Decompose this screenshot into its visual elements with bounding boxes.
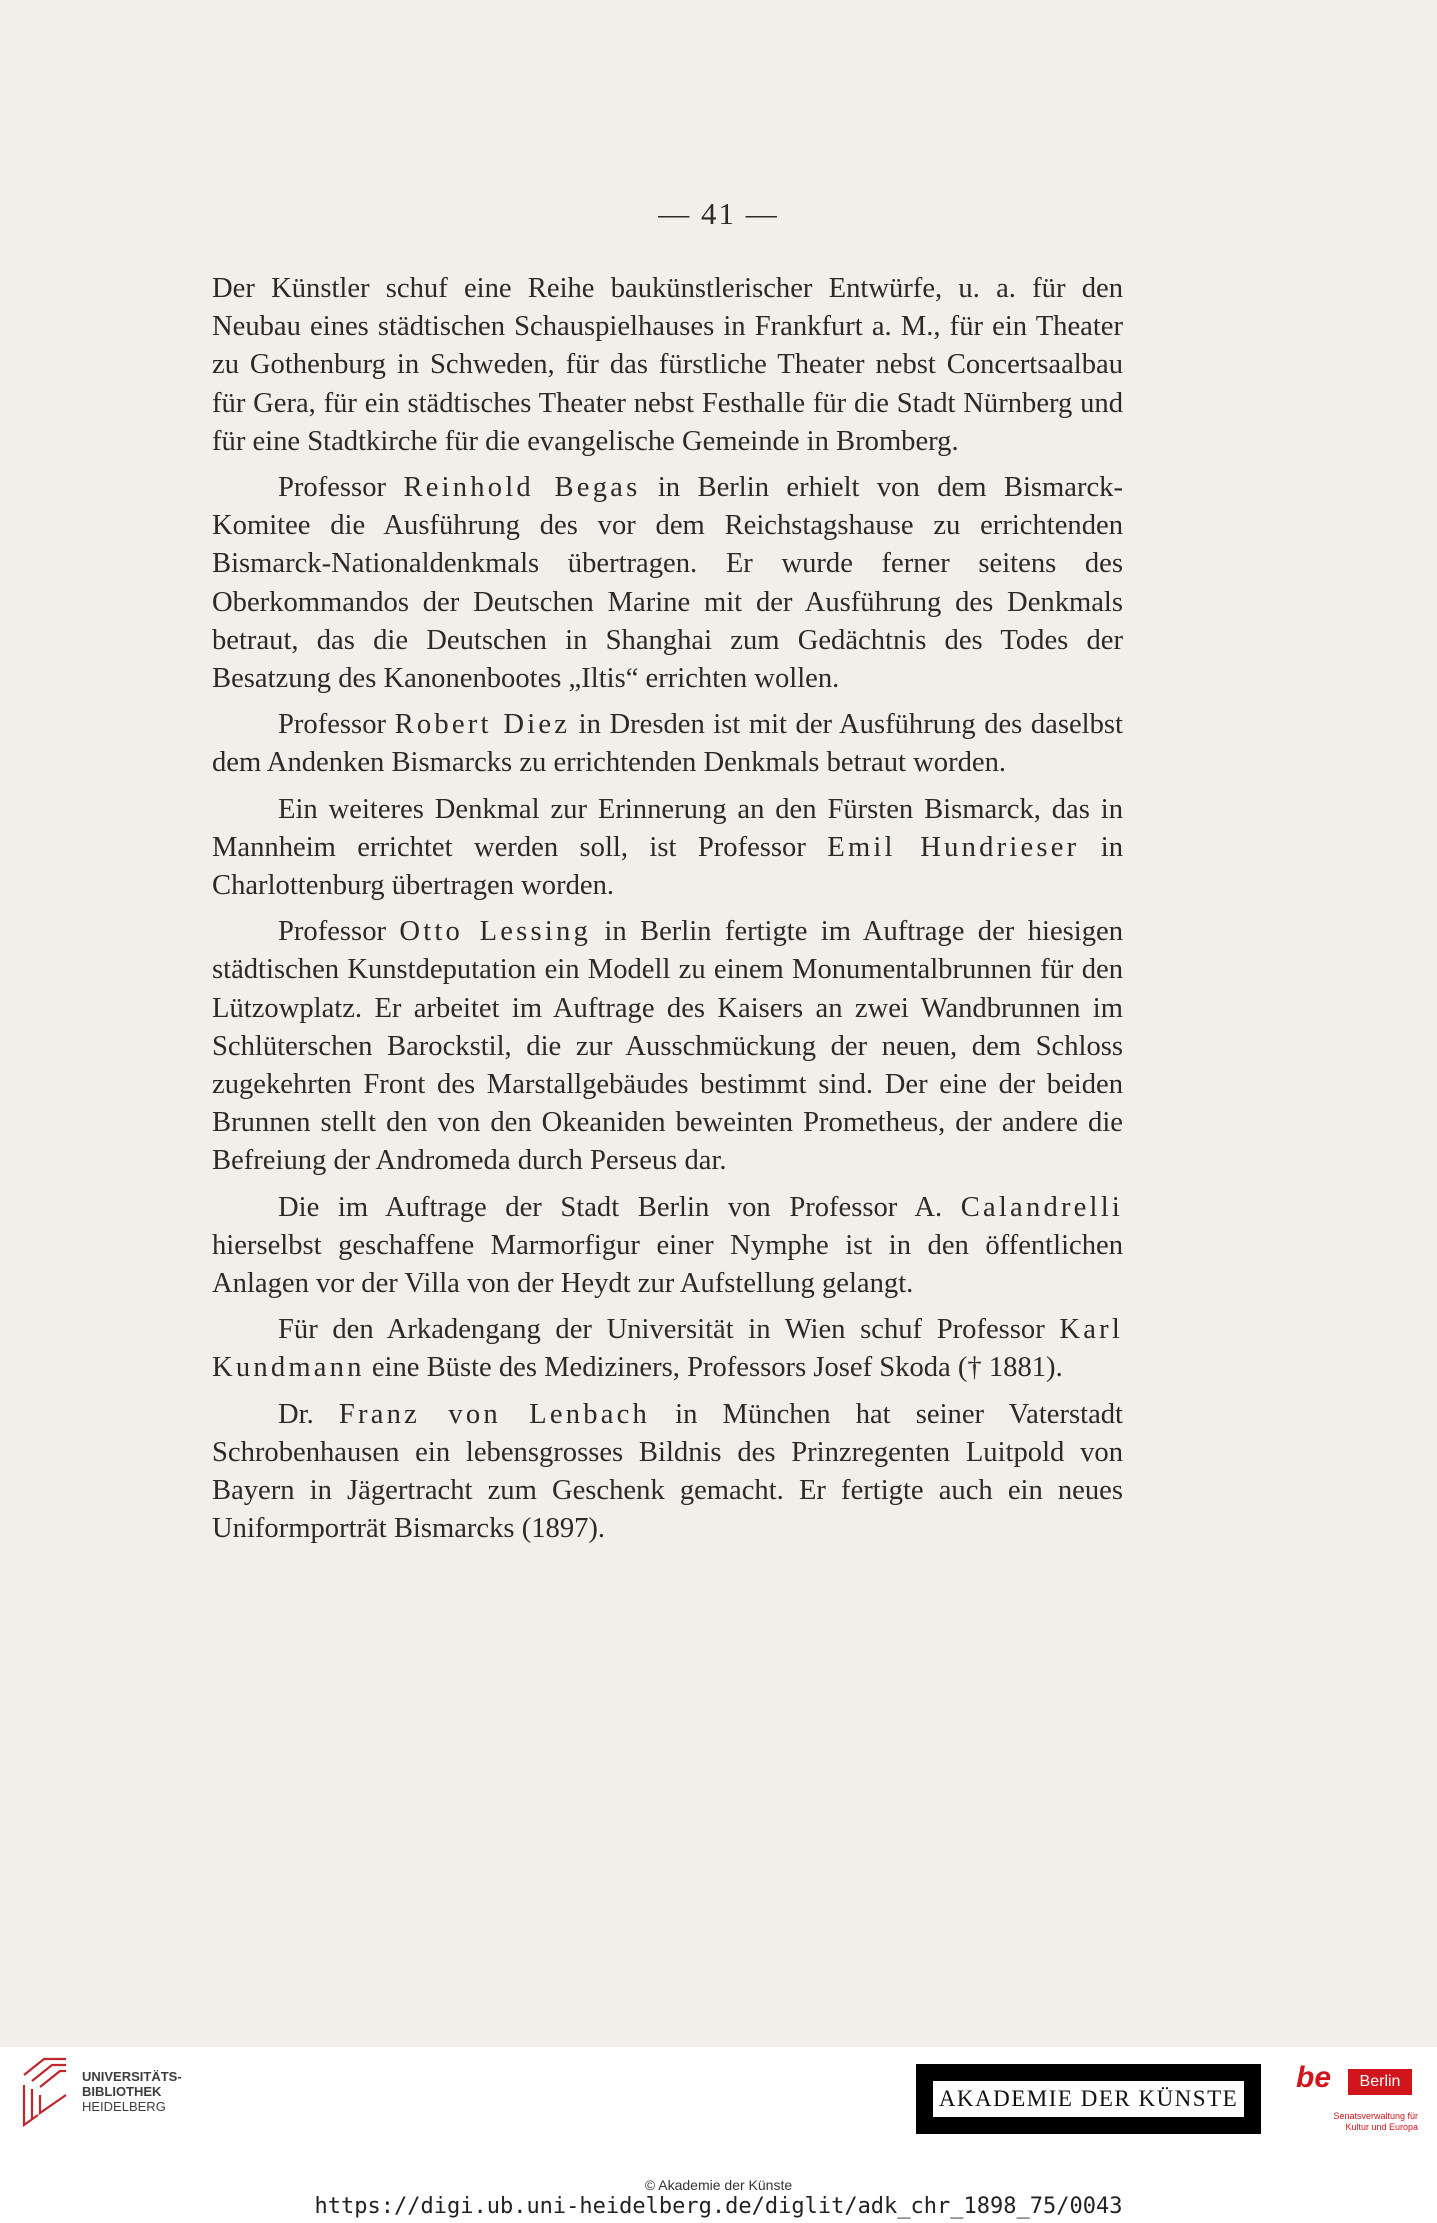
text-run: in Charlottenburg übertragen worden. xyxy=(212,831,1124,902)
person-name: Franz von Lenbach xyxy=(338,1398,651,1430)
berlin-be-text: be xyxy=(1296,2061,1332,2094)
person-name: Robert Diez xyxy=(394,709,571,741)
footer xyxy=(0,2047,1437,2223)
paragraph xyxy=(212,1311,1123,1387)
person-name: Calandrelli xyxy=(960,1191,1123,1223)
paragraph xyxy=(212,913,1123,1180)
copyright-notice: © Akademie der Künste xyxy=(644,2177,793,2193)
text-run: Professor xyxy=(278,472,404,504)
text-run: in Dresden ist mit der Ausführung des daselbst dem Andenken Bismarcks zu errichtenden Denkmals betraut worden. xyxy=(212,709,1123,779)
library-line: HEIDELBERG xyxy=(82,2099,166,2114)
paragraph xyxy=(212,791,1123,906)
page-number: — 41 — xyxy=(658,196,779,231)
paragraph xyxy=(212,1396,1123,1549)
paragraph xyxy=(212,270,1123,461)
person-name: Emil Hundrieser xyxy=(827,831,1080,863)
text-run: in Berlin erhielt von dem Bismarck-Komitee die Ausführung des vor dem Reichstagshause zu errichtenden Bismarck-Nationaldenkmals übertragen. Er wurde ferner seitens des Oberkommandos der Deutschen Marine mit der Ausführung des Denkmals betraut, das die Deutschen in Shanghai zum Gedächtnis des Todes der Besatzung des Kanonenbootes „Iltis“ errichten wollen. xyxy=(212,472,1123,695)
academy-logo xyxy=(916,2064,1261,2134)
paragraph xyxy=(212,1189,1123,1304)
berlin-logo xyxy=(1296,2061,1416,2141)
text-run: Für den Arkadengang der Universität in Wien schuf Professor xyxy=(278,1314,1060,1346)
person-name: Reinhold Begas xyxy=(403,472,641,504)
text-run: Ein weiteres Denkmal zur Erinnerung an den Fürsten Bismarck, das in Mannheim errichtet werden soll, ist Professor xyxy=(212,793,1123,863)
library-line: UNIVERSITÄTS- xyxy=(82,2069,182,2084)
source-url-link[interactable]: https://digi.ub.uni-heidelberg.de/diglit/adk_chr_1898_75/0043 xyxy=(314,2194,1123,2219)
text-run: Professor xyxy=(278,709,395,741)
body-text xyxy=(212,270,1123,1557)
paragraph xyxy=(212,706,1123,782)
text-run: Die im Auftrage der Stadt Berlin von Professor A. xyxy=(278,1191,961,1223)
paragraph xyxy=(212,469,1123,698)
text-run: hierselbst geschaffene Marmorfigur einer Nymphe ist in den öffentlichen Anlagen vor der Villa von der Heydt zur Aufstellung gelangt. xyxy=(212,1229,1123,1300)
text-run: eine Büste des Mediziners, Professors Josef Skoda († 1881). xyxy=(364,1352,1063,1384)
berlin-badge: Berlin xyxy=(1348,2069,1412,2095)
library-line: BIBLIOTHEK xyxy=(82,2084,162,2099)
berlin-senate-text: Senatsverwaltung für Kultur und Europa xyxy=(1333,2111,1418,2132)
text-run: in München hat seiner Vaterstadt Schrobenhausen ein lebensgrosses Bildnis des Prinzregenten Luitpold von Bayern in Jägertracht zum Geschenk gemacht. Er fertigte auch ein neues Uniformporträt Bismarcks (1897). xyxy=(212,1398,1124,1545)
academy-name: AKADEMIE DER KÜNSTE xyxy=(933,2081,1244,2117)
text-run: Der Künstler schuf eine Reihe baukünstlerischer Entwürfe, u. a. für den Neubau eines städtischen Schauspielhauses in Frankfurt a. M., für ein Theater zu Gothenburg in Schweden, für das fürstliche Theater nebst Concertsaalbau für Gera, für ein städtisches Theater nebst Festhalle für die Stadt Nürnberg und für eine Stadtkirche für die evangelische Gemeinde in Bromberg. xyxy=(212,273,1123,457)
text-run: Dr. xyxy=(278,1398,339,1430)
text-run: Professor xyxy=(278,916,400,948)
person-name: Otto Lessing xyxy=(399,916,591,948)
university-library-name xyxy=(82,2069,182,2114)
person-name: Karl Kundmann xyxy=(212,1314,1123,1384)
text-run: in Berlin fertigte im Auftrage der hiesigen städtischen Kunstdeputation ein Modell zu einem Monumentalbrunnen für den Lützowplatz. Er arbeitet im Auftrage des Kaisers an zwei Wandbrunnen im Schlüterschen Barockstil, die zur Ausschmückung der neuen, dem Schloss zugekehrten Front des Marstallgebäudes bestimmt sind. Der eine der beiden Brunnen stellt den von den Okeaniden beweinten Prometheus, der andere die Befreiung der Andromeda durch Perseus dar. xyxy=(212,916,1123,1177)
